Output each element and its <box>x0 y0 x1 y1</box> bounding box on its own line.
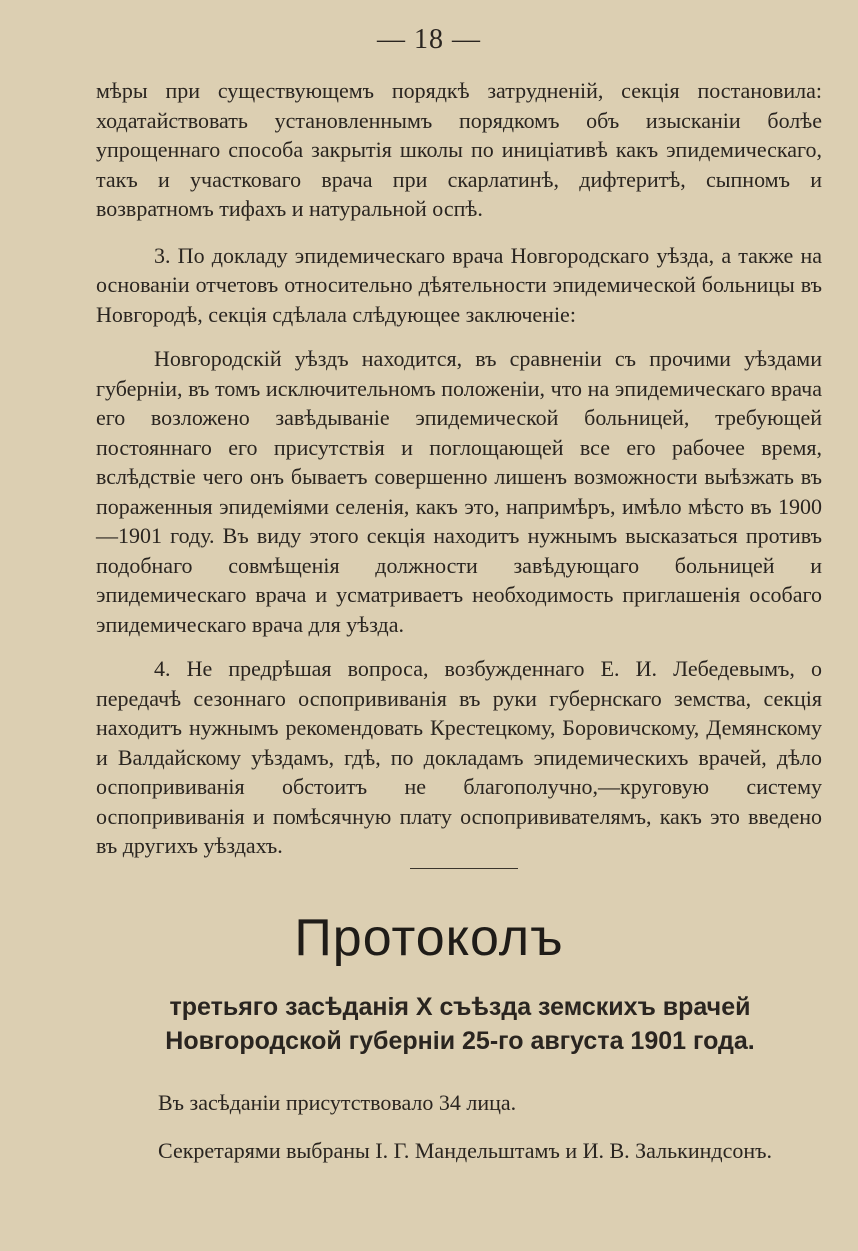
protocol-title: Протоколъ <box>294 909 564 967</box>
paragraph-item-4: 4. Не предрѣшая вопроса, возбужденнаго Е. И. Лебедевымъ, о передачѣ сезоннаго оспопрививанія въ руки губернскаго земства, секція находитъ нужнымъ рекомендовать Крестецкому, Боровичскому, Демянскому и Валдайскому уѣздамъ, гдѣ, по докладамъ эпидемическихъ врачей, дѣло оспопрививанія обстоитъ не благополучно,—круговую систему оспопрививанія и помѣсячную плату оспопрививателямъ, какъ это введено въ другихъ уѣздахъ. <box>96 656 822 858</box>
body-text <box>96 76 822 876</box>
secretaries-line: Секретарями выбраны І. Г. Мандельштамъ и И. В. Залькиндсонъ. <box>158 1138 772 1163</box>
section-divider <box>410 868 518 869</box>
page-number: — 18 — <box>377 24 481 55</box>
paragraph-conclusion: Новгородскій уѣздъ находится, въ сравненіи съ прочими уѣздами губерніи, въ томъ исключительномъ положеніи, что на эпидемическаго врача его возложено завѣдываніе эпидемической больницей, требующей постояннаго его присутствія и поглощающей все его рабочее время, вслѣдствіе чего онъ бываетъ совершенно лишенъ возможности выѣзжать въ пораженныя эпидеміями селенія, какъ это, напримѣръ, имѣло мѣсто въ 1900—1901 году. Въ виду этого секція находитъ нужнымъ высказаться противъ подобнаго совмѣщенія должности завѣдующаго больницей и эпидемическаго врача и усматриваетъ необходимость приглашенія особаго эпидемическаго врача для уѣзда. <box>96 346 822 637</box>
protocol-subtitle: третьяго засѣданія X съѣзда земскихъ врачей Новгородской губерніи 25-го августа 1901 года. <box>165 993 755 1055</box>
attendance-line: Въ засѣданіи присутствовало 34 лица. <box>158 1090 517 1115</box>
paragraph-continuation: мѣры при существующемъ порядкѣ затрудненій, секція постановила: ходатайствовать установленнымъ порядкомъ объ изысканіи болѣе упрощеннаго способа закрытія школы по иниціативѣ какъ эпидемическаго, такъ и участковаго врача при скарлатинѣ, дифтеритѣ, сыпномъ и возвратномъ тифахъ и натуральной оспѣ. <box>96 78 822 221</box>
paragraph-item-3: 3. По докладу эпидемическаго врача Новгородскаго уѣзда, а также на основаніи отчетовъ относительно дѣятельности эпидемической больницы въ Новгородѣ, секція сдѣлала слѣдующее заключеніе: <box>96 242 822 327</box>
